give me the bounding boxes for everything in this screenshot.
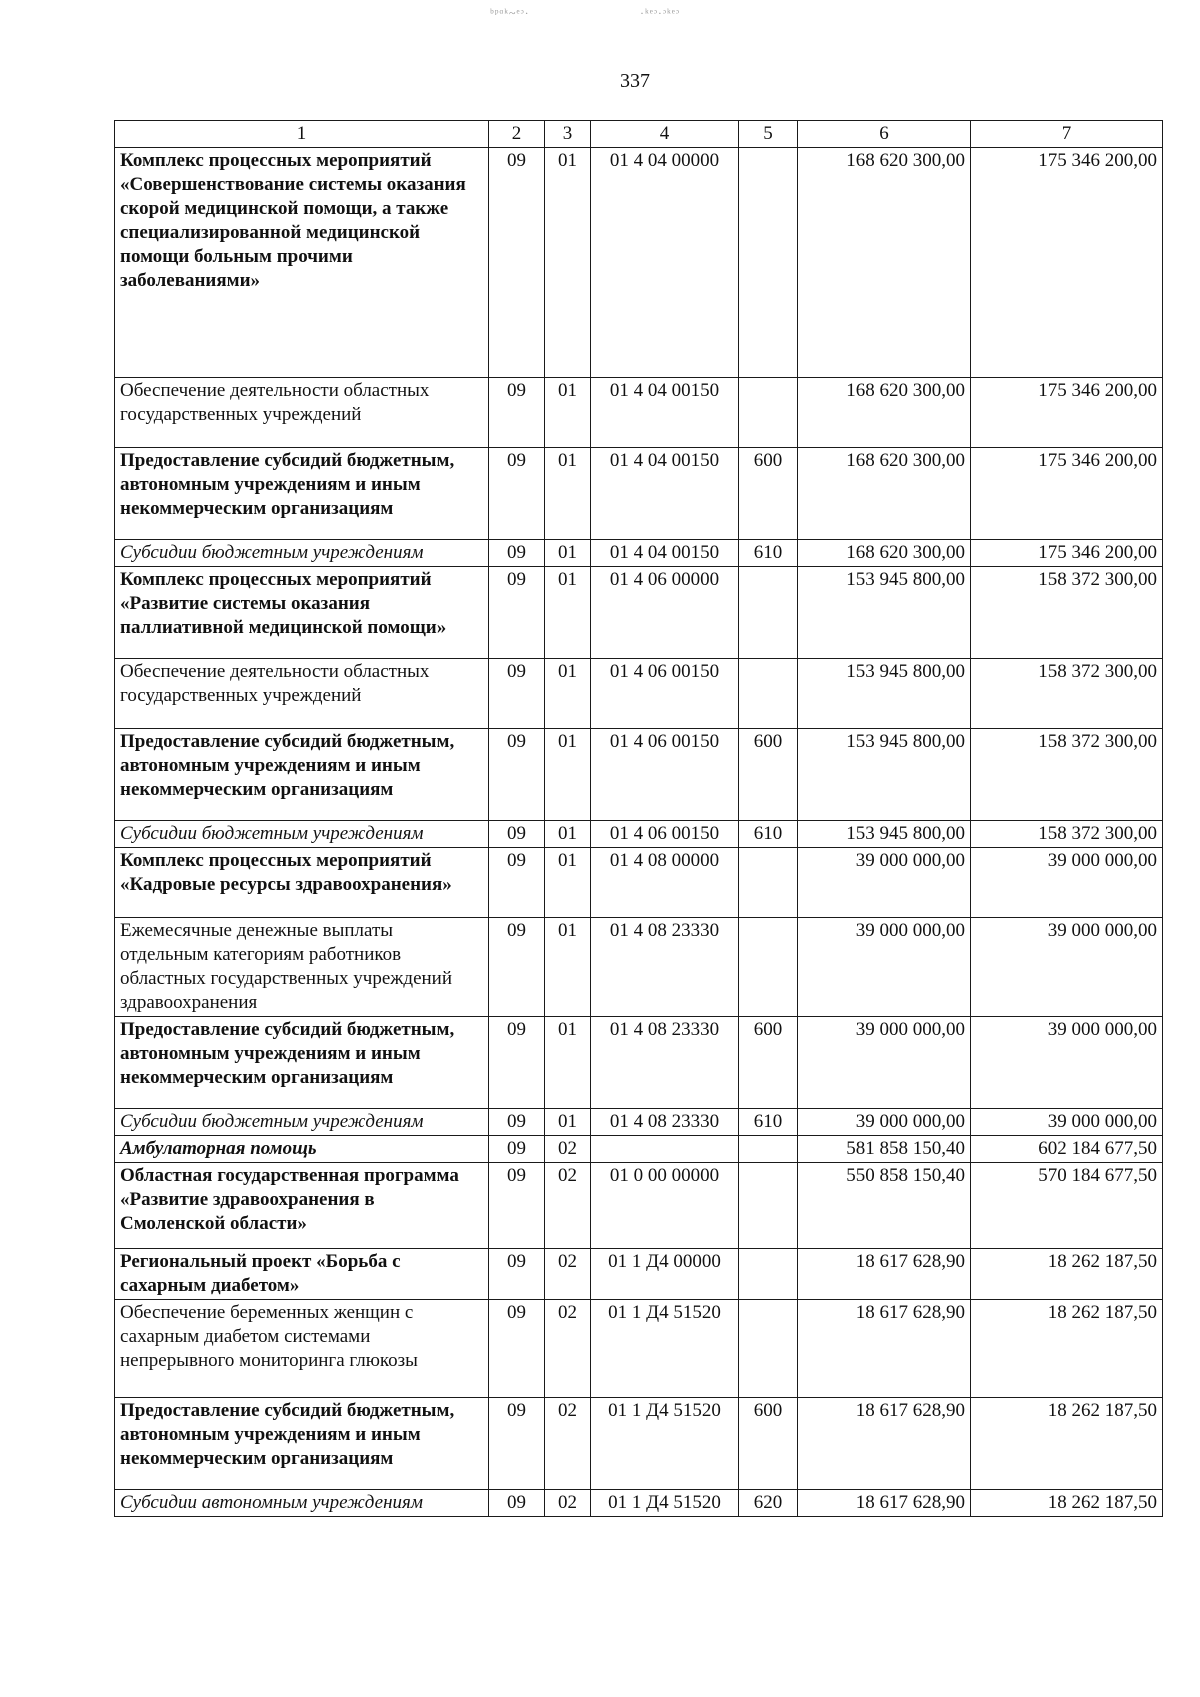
table-row bbox=[115, 1490, 1163, 1517]
section-code-cell: 09 bbox=[489, 848, 545, 918]
table-row bbox=[115, 848, 1163, 918]
subsection-code-cell: 02 bbox=[545, 1398, 591, 1490]
amount-year2-cell: 39 000 000,00 bbox=[971, 1017, 1163, 1109]
table-row bbox=[115, 729, 1163, 821]
section-code-cell: 09 bbox=[489, 448, 545, 540]
row-name-cell: Субсидии бюджетным учреждениям bbox=[115, 1109, 489, 1136]
row-name-cell: Обеспечение деятельности областных государственных учреждений bbox=[115, 659, 489, 729]
target-article-cell: 01 4 04 00150 bbox=[591, 540, 739, 567]
section-code-cell: 09 bbox=[489, 567, 545, 659]
amount-year2-cell: 158 372 300,00 bbox=[971, 729, 1163, 821]
amount-year1-cell: 168 620 300,00 bbox=[798, 148, 971, 378]
expense-type-cell: 610 bbox=[739, 540, 798, 567]
row-name-cell: Предоставление субсидий бюджетным, автономным учреждениям и иным некоммерческим организациям bbox=[115, 448, 489, 540]
row-name-cell: Обеспечение деятельности областных государственных учреждений bbox=[115, 378, 489, 448]
row-name-cell: Обеспечение беременных женщин с сахарным диабетом системами непрерывного мониторинга глюкозы bbox=[115, 1300, 489, 1398]
row-name-cell: Амбулаторная помощь bbox=[115, 1136, 489, 1163]
subsection-code-cell: 01 bbox=[545, 918, 591, 1017]
row-name-cell: Предоставление субсидий бюджетным, автономным учреждениям и иным некоммерческим организациям bbox=[115, 1398, 489, 1490]
row-name-cell: Предоставление субсидий бюджетным, автономным учреждениям и иным некоммерческим организациям bbox=[115, 1017, 489, 1109]
row-name-cell: Субсидии бюджетным учреждениям bbox=[115, 821, 489, 848]
amount-year1-cell: 153 945 800,00 bbox=[798, 567, 971, 659]
amount-year1-cell: 153 945 800,00 bbox=[798, 729, 971, 821]
target-article-cell: 01 1 Д4 00000 bbox=[591, 1249, 739, 1300]
expense-type-cell: 600 bbox=[739, 1398, 798, 1490]
amount-year2-cell: 18 262 187,50 bbox=[971, 1398, 1163, 1490]
row-name-cell: Комплекс процессных мероприятий «Развитие системы оказания паллиативной медицинской помощи» bbox=[115, 567, 489, 659]
expense-type-cell: 600 bbox=[739, 729, 798, 821]
row-name-cell: Комплекс процессных мероприятий «Кадровые ресурсы здравоохранения» bbox=[115, 848, 489, 918]
table-row bbox=[115, 1163, 1163, 1249]
subsection-code-cell: 02 bbox=[545, 1136, 591, 1163]
amount-year2-cell: 175 346 200,00 bbox=[971, 540, 1163, 567]
row-name-cell: Субсидии автономным учреждениям bbox=[115, 1490, 489, 1517]
subsection-code-cell: 01 bbox=[545, 148, 591, 378]
subsection-code-cell: 02 bbox=[545, 1163, 591, 1249]
amount-year1-cell: 153 945 800,00 bbox=[798, 659, 971, 729]
table-row bbox=[115, 1398, 1163, 1490]
table-row bbox=[115, 1017, 1163, 1109]
expense-type-cell bbox=[739, 148, 798, 378]
row-name-cell: Предоставление субсидий бюджетным, автономным учреждениям и иным некоммерческим организациям bbox=[115, 729, 489, 821]
section-code-cell: 09 bbox=[489, 540, 545, 567]
target-article-cell: 01 4 06 00000 bbox=[591, 567, 739, 659]
target-article-cell: 01 4 06 00150 bbox=[591, 659, 739, 729]
target-article-cell: 01 1 Д4 51520 bbox=[591, 1300, 739, 1398]
expense-type-cell: 600 bbox=[739, 448, 798, 540]
amount-year2-cell: 175 346 200,00 bbox=[971, 448, 1163, 540]
section-code-cell: 09 bbox=[489, 821, 545, 848]
amount-year1-cell: 581 858 150,40 bbox=[798, 1136, 971, 1163]
header-cell-6: 6 bbox=[798, 121, 971, 148]
amount-year2-cell: 39 000 000,00 bbox=[971, 1109, 1163, 1136]
subsection-code-cell: 01 bbox=[545, 540, 591, 567]
section-code-cell: 09 bbox=[489, 148, 545, 378]
table-row bbox=[115, 821, 1163, 848]
section-code-cell: 09 bbox=[489, 1300, 545, 1398]
target-article-cell: 01 4 04 00150 bbox=[591, 448, 739, 540]
target-article-cell: 01 4 06 00150 bbox=[591, 821, 739, 848]
subsection-code-cell: 01 bbox=[545, 378, 591, 448]
amount-year2-cell: 175 346 200,00 bbox=[971, 148, 1163, 378]
subsection-code-cell: 01 bbox=[545, 848, 591, 918]
scan-mark-right: ·ᵏᵉᵓ·ᵓᵏᵉᵓ bbox=[640, 6, 680, 20]
expense-type-cell bbox=[739, 848, 798, 918]
row-name-cell: Областная государственная программа «Развитие здравоохранения в Смоленской области» bbox=[115, 1163, 489, 1249]
subsection-code-cell: 02 bbox=[545, 1300, 591, 1398]
subsection-code-cell: 01 bbox=[545, 567, 591, 659]
header-cell-7: 7 bbox=[971, 121, 1163, 148]
amount-year2-cell: 39 000 000,00 bbox=[971, 848, 1163, 918]
expense-type-cell bbox=[739, 918, 798, 1017]
amount-year1-cell: 153 945 800,00 bbox=[798, 821, 971, 848]
subsection-code-cell: 01 bbox=[545, 729, 591, 821]
amount-year2-cell: 18 262 187,50 bbox=[971, 1300, 1163, 1398]
expense-type-cell bbox=[739, 1300, 798, 1398]
expense-type-cell bbox=[739, 1249, 798, 1300]
amount-year2-cell: 18 262 187,50 bbox=[971, 1249, 1163, 1300]
table-row bbox=[115, 378, 1163, 448]
amount-year1-cell: 18 617 628,90 bbox=[798, 1490, 971, 1517]
section-code-cell: 09 bbox=[489, 1109, 545, 1136]
amount-year2-cell: 18 262 187,50 bbox=[971, 1490, 1163, 1517]
subsection-code-cell: 01 bbox=[545, 448, 591, 540]
expense-type-cell bbox=[739, 567, 798, 659]
section-code-cell: 09 bbox=[489, 1398, 545, 1490]
table-row bbox=[115, 1249, 1163, 1300]
target-article-cell: 01 4 08 00000 bbox=[591, 848, 739, 918]
scan-mark-left: ᵇᵖᵅᵏ~ᵉᵓ· bbox=[490, 6, 530, 20]
expense-type-cell: 600 bbox=[739, 1017, 798, 1109]
amount-year2-cell: 570 184 677,50 bbox=[971, 1163, 1163, 1249]
target-article-cell bbox=[591, 1136, 739, 1163]
table-row bbox=[115, 918, 1163, 1017]
amount-year2-cell: 158 372 300,00 bbox=[971, 821, 1163, 848]
section-code-cell: 09 bbox=[489, 1017, 545, 1109]
row-name-cell: Ежемесячные денежные выплаты отдельным категориям работников областных государственных учреждений здравоохранения bbox=[115, 918, 489, 1017]
amount-year1-cell: 18 617 628,90 bbox=[798, 1398, 971, 1490]
table-row bbox=[115, 148, 1163, 378]
header-cell-5: 5 bbox=[739, 121, 798, 148]
table-row bbox=[115, 1300, 1163, 1398]
header-cell-3: 3 bbox=[545, 121, 591, 148]
row-name-cell: Комплекс процессных мероприятий «Совершенствование системы оказания скорой медицинской помощи, а также специализированной медицинской помощи больным прочими заболеваниями» bbox=[115, 148, 489, 378]
amount-year2-cell: 602 184 677,50 bbox=[971, 1136, 1163, 1163]
expense-type-cell bbox=[739, 1163, 798, 1249]
amount-year1-cell: 168 620 300,00 bbox=[798, 540, 971, 567]
page-number: 337 bbox=[620, 70, 650, 92]
amount-year1-cell: 18 617 628,90 bbox=[798, 1249, 971, 1300]
subsection-code-cell: 02 bbox=[545, 1490, 591, 1517]
amount-year1-cell: 39 000 000,00 bbox=[798, 848, 971, 918]
header-cell-4: 4 bbox=[591, 121, 739, 148]
amount-year1-cell: 18 617 628,90 bbox=[798, 1300, 971, 1398]
target-article-cell: 01 4 08 23330 bbox=[591, 918, 739, 1017]
target-article-cell: 01 4 06 00150 bbox=[591, 729, 739, 821]
expense-type-cell bbox=[739, 659, 798, 729]
target-article-cell: 01 0 00 00000 bbox=[591, 1163, 739, 1249]
section-code-cell: 09 bbox=[489, 1490, 545, 1517]
section-code-cell: 09 bbox=[489, 1249, 545, 1300]
amount-year1-cell: 39 000 000,00 bbox=[798, 918, 971, 1017]
target-article-cell: 01 4 04 00000 bbox=[591, 148, 739, 378]
section-code-cell: 09 bbox=[489, 918, 545, 1017]
target-article-cell: 01 4 04 00150 bbox=[591, 378, 739, 448]
amount-year1-cell: 168 620 300,00 bbox=[798, 378, 971, 448]
subsection-code-cell: 01 bbox=[545, 821, 591, 848]
amount-year1-cell: 168 620 300,00 bbox=[798, 448, 971, 540]
expense-type-cell: 610 bbox=[739, 821, 798, 848]
target-article-cell: 01 1 Д4 51520 bbox=[591, 1490, 739, 1517]
expense-type-cell bbox=[739, 378, 798, 448]
section-code-cell: 09 bbox=[489, 1163, 545, 1249]
amount-year1-cell: 550 858 150,40 bbox=[798, 1163, 971, 1249]
section-code-cell: 09 bbox=[489, 659, 545, 729]
table-row bbox=[115, 567, 1163, 659]
subsection-code-cell: 02 bbox=[545, 1249, 591, 1300]
table-row bbox=[115, 659, 1163, 729]
expense-type-cell: 620 bbox=[739, 1490, 798, 1517]
amount-year2-cell: 158 372 300,00 bbox=[971, 567, 1163, 659]
header-cell-2: 2 bbox=[489, 121, 545, 148]
table-row bbox=[115, 1136, 1163, 1163]
target-article-cell: 01 4 08 23330 bbox=[591, 1109, 739, 1136]
amount-year2-cell: 158 372 300,00 bbox=[971, 659, 1163, 729]
expense-type-cell: 610 bbox=[739, 1109, 798, 1136]
table-row bbox=[115, 540, 1163, 567]
amount-year2-cell: 175 346 200,00 bbox=[971, 378, 1163, 448]
row-name-cell: Региональный проект «Борьба с сахарным диабетом» bbox=[115, 1249, 489, 1300]
section-code-cell: 09 bbox=[489, 378, 545, 448]
section-code-cell: 09 bbox=[489, 729, 545, 821]
budget-table bbox=[114, 120, 1163, 1517]
target-article-cell: 01 1 Д4 51520 bbox=[591, 1398, 739, 1490]
header-cell-1: 1 bbox=[115, 121, 489, 148]
table-row bbox=[115, 448, 1163, 540]
table-row bbox=[115, 1109, 1163, 1136]
amount-year1-cell: 39 000 000,00 bbox=[798, 1017, 971, 1109]
subsection-code-cell: 01 bbox=[545, 1017, 591, 1109]
target-article-cell: 01 4 08 23330 bbox=[591, 1017, 739, 1109]
amount-year2-cell: 39 000 000,00 bbox=[971, 918, 1163, 1017]
expense-type-cell bbox=[739, 1136, 798, 1163]
header-row bbox=[115, 121, 1163, 148]
subsection-code-cell: 01 bbox=[545, 1109, 591, 1136]
amount-year1-cell: 39 000 000,00 bbox=[798, 1109, 971, 1136]
section-code-cell: 09 bbox=[489, 1136, 545, 1163]
subsection-code-cell: 01 bbox=[545, 659, 591, 729]
row-name-cell: Субсидии бюджетным учреждениям bbox=[115, 540, 489, 567]
